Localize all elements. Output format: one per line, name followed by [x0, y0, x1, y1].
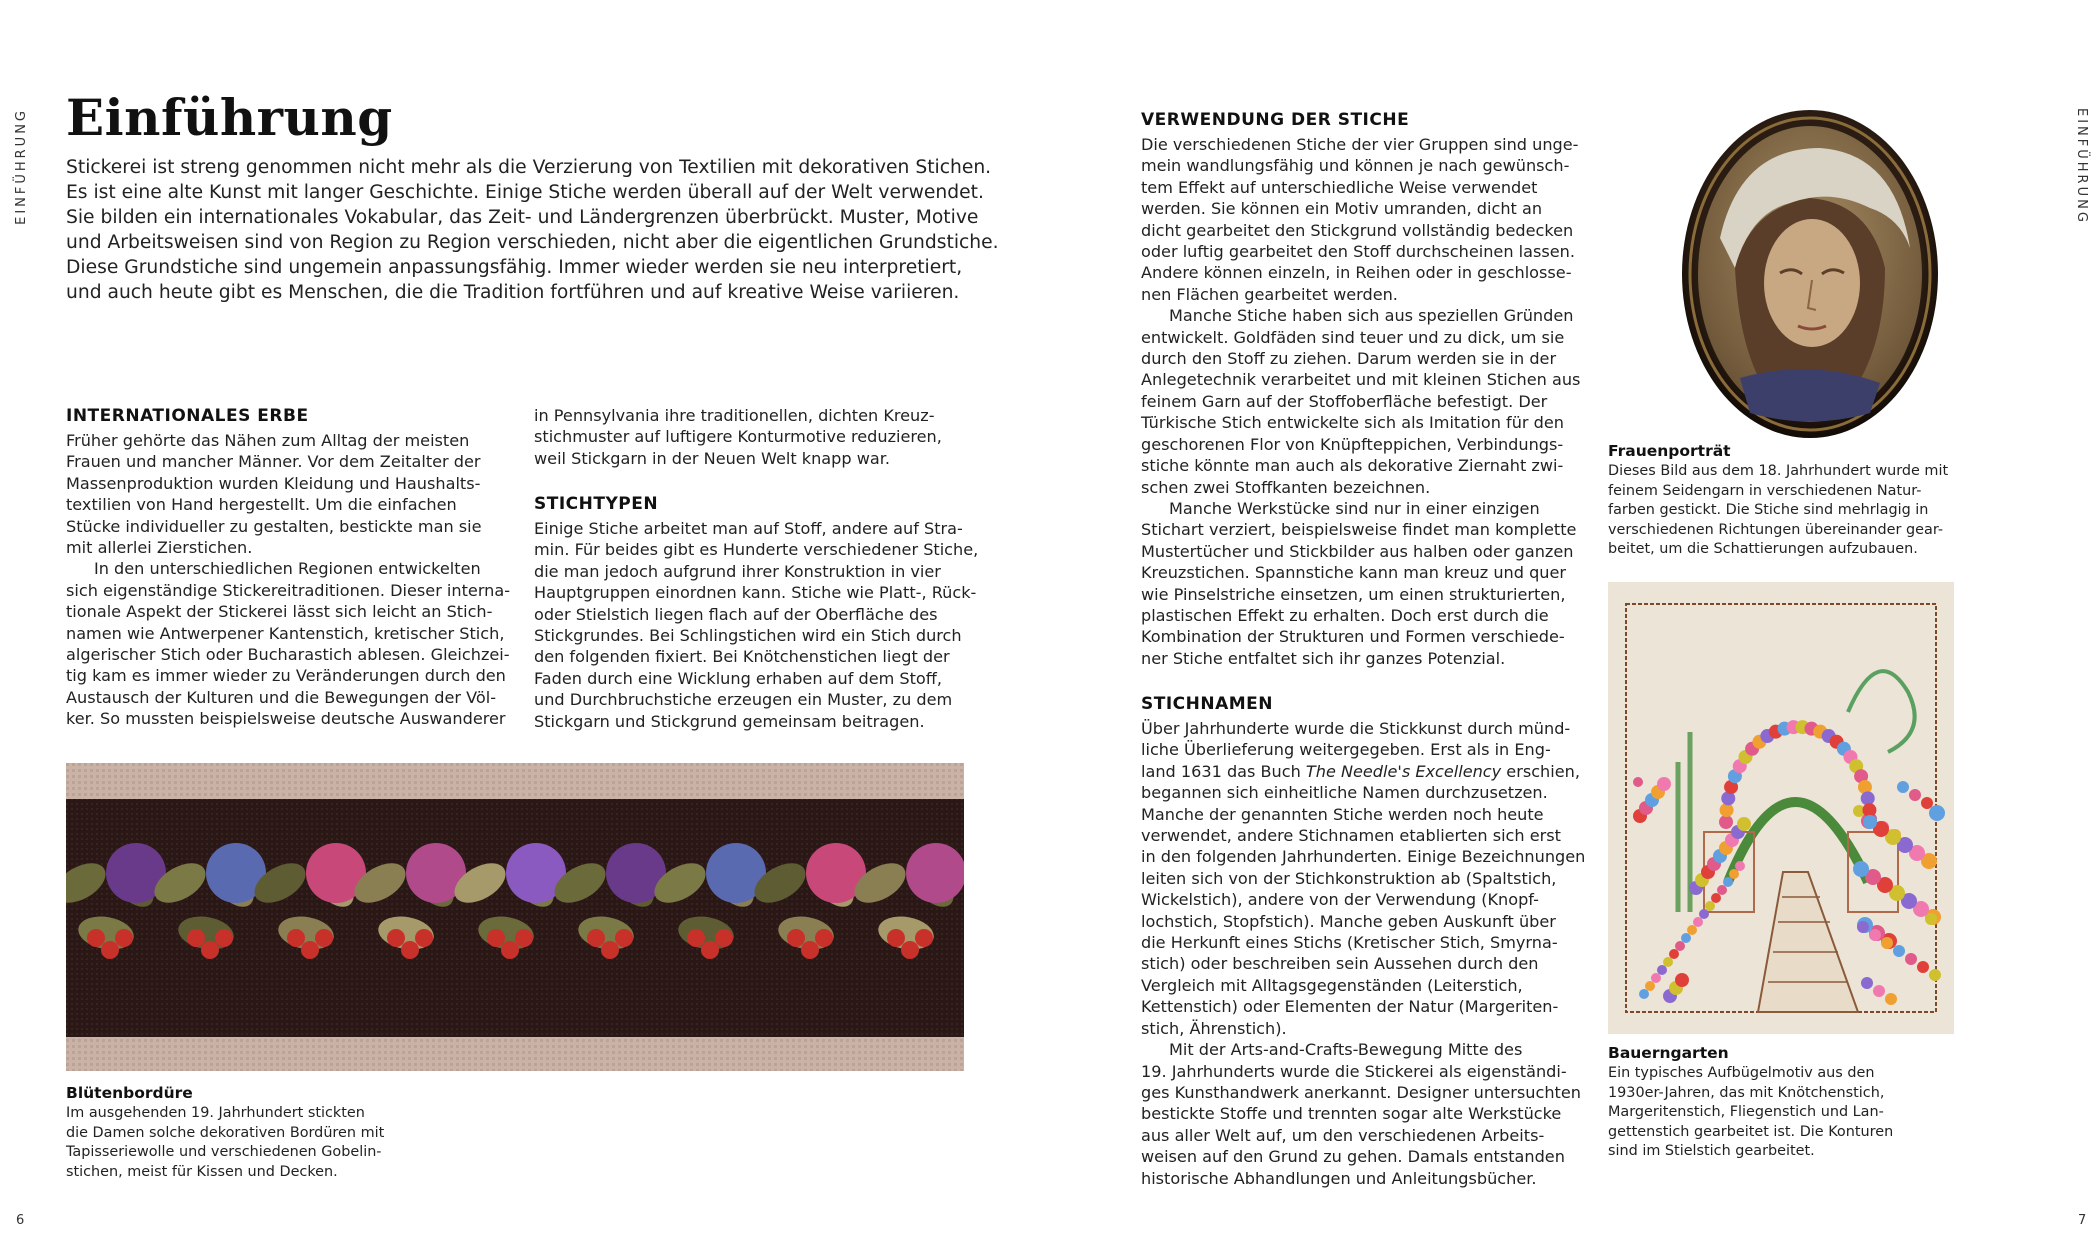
heading-stichnamen: STICHNAMEN — [1141, 694, 1274, 714]
text-line: verwendet, andere Stichnamen etablierten sich erst — [1141, 826, 1561, 846]
stitched-flower — [1645, 981, 1655, 991]
intro-line: und Arbeitsweisen sind von Region zu Region verschieden, nicht aber die eigentlichen Grundstiche. — [66, 232, 999, 253]
caption-line: gettenstich gearbeitet ist. Die Konturen — [1608, 1123, 1894, 1140]
intro-paragraph — [66, 155, 999, 305]
stitched-flower — [1705, 901, 1715, 911]
text-line: tig kam es immer wieder zu Veränderungen durch den — [66, 666, 506, 686]
caption-bluetenborduere — [66, 1104, 384, 1182]
stitched-flower — [1737, 817, 1751, 831]
stitched-flower — [1720, 803, 1734, 817]
stitched-flower — [1669, 949, 1679, 959]
caption-line: Tapisseriewolle und verschiedenen Gobelin- — [66, 1144, 382, 1160]
text-line: Andere können einzeln, in Reihen oder in geschlosse- — [1141, 263, 1572, 283]
text-line: schen zwei Stoffkanten bezeichnen. — [1141, 477, 1431, 497]
text-line: Die verschiedenen Stiche der vier Gruppen sind unge- — [1141, 135, 1579, 154]
text-line: begannen sich einheitliche Namen durchzusetzen. — [1141, 783, 1548, 803]
stitched-berry — [287, 929, 305, 947]
stitched-flower — [906, 843, 964, 903]
photo-frauenportraet — [1680, 108, 1940, 440]
text-line: Kettenstich) oder Elementen der Natur (Margeriten- — [1141, 997, 1559, 1017]
text-line: liche Überlieferung weitergegeben. Erst als in Eng- — [1141, 740, 1551, 760]
text-line: in den folgenden Jahrhunderten. Einige Bezeichnungen — [1141, 847, 1586, 867]
text-line: textilien von Hand hergestellt. Um die einfachen — [66, 495, 457, 515]
text-line: weil Stickgarn in der Neuen Welt knapp war. — [534, 448, 890, 468]
caption-line: stichen, meist für Kissen und Decken. — [66, 1163, 338, 1180]
text-line: aus aller Welt auf, um den verschiedenen Arbeits- — [1141, 1125, 1545, 1145]
text-line: Manche Werkstücke sind nur in einer einzigen — [1169, 498, 1540, 518]
intro-line: Diese Grundstiche sind ungemein anpassungsfähig. Immer wieder werden sie neu interpretiert, — [66, 257, 963, 278]
text-line: Stichart verziert, beispielsweise findet man komplette — [1141, 520, 1577, 540]
stitched-berry — [315, 929, 333, 947]
stitched-flower — [1925, 913, 1937, 925]
text-fragment: erschien, — [1501, 761, 1580, 781]
stitched-flower — [1917, 961, 1929, 973]
text-line: min. Für beides gibt es Hunderte verschiedener Stiche, — [534, 540, 979, 560]
stitched-berry — [515, 929, 533, 947]
caption-line: sind im Stielstich gearbeitet. — [1608, 1143, 1815, 1159]
stitched-flower — [1893, 945, 1905, 957]
text-line: den folgenden fixiert. Bei Knötchenstichen liegt der — [534, 647, 950, 667]
text-fragment: land 1631 das Buch — [1141, 761, 1306, 781]
text-line: in Pennsylvania ihre traditionellen, dichten Kreuz- — [534, 406, 935, 425]
stitched-flower — [1905, 953, 1917, 965]
text-line: namen wie Antwerpener Kantenstich, kretischer Stich, — [66, 623, 505, 643]
stitched-flower — [1717, 885, 1727, 895]
caption-line: Margeritenstich, Fliegenstich und Lan- — [1608, 1104, 1884, 1120]
text-line: Manche der genannten Stiche werden noch heute — [1141, 804, 1544, 824]
stitched-berry — [687, 929, 705, 947]
text-line: Stickgrundes. Bei Schlingstichen wird ein Stich durch — [534, 626, 962, 646]
text-line: weisen auf den Grund zu gehen. Damals entstanden — [1141, 1147, 1565, 1167]
caption-line: farben gestickt. Die Stiche sind mehrlagig in — [1608, 502, 1929, 518]
stitched-flower — [1853, 861, 1869, 877]
text-line: mein wandlungsfähig und können je nach gewünsch- — [1141, 156, 1570, 176]
stitched-flower — [1711, 893, 1721, 903]
intro-line: Es ist eine alte Kunst mit langer Geschichte. Einige Stiche werden überall auf der Welt verwendet. — [66, 182, 984, 203]
book-title: The Needle's Excellency — [1305, 761, 1502, 781]
stitched-flower — [1729, 869, 1739, 879]
text-line: Mit der Arts-and-Crafts-Bewegung Mitte des — [1169, 1040, 1523, 1060]
text-line: In den unterschiedlichen Regionen entwickelten — [94, 559, 481, 579]
stitched-flower — [1861, 791, 1875, 805]
caption-bauerngarten — [1608, 1064, 1893, 1162]
stitched-berry — [615, 929, 633, 947]
text-line: werden. Sie können ein Motiv umranden, dicht an — [1141, 199, 1543, 219]
running-head-right: EINFÜHRUNG — [2074, 108, 2089, 225]
photo-bluetenborduere — [66, 763, 964, 1071]
text-line: plastischen Effekt zu erhalten. Doch erst durch die — [1141, 605, 1549, 625]
stitched-flower — [1699, 909, 1709, 919]
text-line: ner Stiche entfaltet sich ihr ganzes Potenzial. — [1141, 648, 1506, 668]
text-line: Türkische Stich entwickelte sich als Imitation für den — [1141, 413, 1564, 433]
text-line: stiche könnte man auch als dekorative Ziernaht zwi- — [1141, 456, 1564, 476]
page-title: Einführung — [66, 88, 393, 147]
text-stichtypen — [534, 518, 978, 732]
stitched-berry — [701, 941, 719, 959]
stitched-flower — [1693, 917, 1703, 927]
text-line: Austausch der Kulturen und die Bewegungen der Völ- — [66, 687, 497, 707]
text-line: stichmuster auf luftigere Konturmotive reduzieren, — [534, 427, 942, 447]
text-line: sich eigenständige Stickereitraditionen. Dieser interna- — [66, 580, 511, 600]
caption-title-bauerngarten: Bauerngarten — [1608, 1044, 1729, 1062]
caption-line: 1930er-Jahren, das mit Knötchenstich, — [1608, 1084, 1885, 1101]
caption-line: Ein typisches Aufbügelmotiv aus den — [1608, 1065, 1875, 1081]
stitched-flower — [1857, 921, 1869, 933]
intro-line: Stickerei ist streng genommen nicht mehr als die Verzierung von Textilien mit dekorativen Stichen. — [66, 157, 992, 178]
stitched-flower — [1897, 781, 1909, 793]
heading-verwendung-der-stiche: VERWENDUNG DER STICHE — [1141, 110, 1410, 130]
text-line: Vergleich mit Alltagsgegenständen (Leiterstich, — [1141, 975, 1523, 995]
text-line: stich, Ährenstich). — [1141, 1018, 1287, 1038]
stitched-flower — [1651, 973, 1661, 983]
intro-line: Sie bilden ein internationales Vokabular, das Zeit- und Ländergrenzen überbrückt. Muster, Motive — [66, 207, 979, 228]
caption-title-bluetenborduere: Blütenbordüre — [66, 1084, 193, 1102]
stitched-berry — [215, 929, 233, 947]
stitched-flower — [1869, 929, 1881, 941]
text-line: leiten sich von der Stichkonstruktion ab (Spaltstich, — [1141, 868, 1557, 888]
stitched-flower — [1663, 957, 1673, 967]
text-line: Massenproduktion wurden Kleidung und Haushalts- — [66, 473, 481, 493]
stitched-berry — [87, 929, 105, 947]
stitched-berry — [501, 941, 519, 959]
heading-internationales-erbe: INTERNATIONALES ERBE — [66, 406, 309, 426]
stitched-berry — [787, 929, 805, 947]
stitched-berry — [587, 929, 605, 947]
stitched-flower — [1881, 937, 1893, 949]
stitched-flower — [1735, 861, 1745, 871]
text-line-with-book-title — [1141, 761, 1585, 782]
text-line: Anlegetechnik verarbeitet und mit kleinen Stichen aus — [1141, 370, 1581, 390]
stitched-berry — [801, 941, 819, 959]
text-line: feinem Garn auf der Stoffoberfläche befestigt. Der — [1141, 391, 1548, 411]
stitched-berry — [115, 929, 133, 947]
stitched-flower — [1633, 777, 1643, 787]
stitched-berry — [387, 929, 405, 947]
stitched-berry — [915, 929, 933, 947]
text-line: Mustertücher und Stickbilder aus halben oder ganzen — [1141, 541, 1574, 561]
text-internationales-erbe — [66, 430, 510, 730]
page-number-right: 7 — [2078, 1213, 2087, 1228]
caption-line: Dieses Bild aus dem 18. Jahrhundert wurde mit — [1608, 463, 1949, 479]
text-line: 19. Jahrhunderts wurde die Stickerei als eigenständi- — [1141, 1061, 1567, 1081]
text-line: Einige Stiche arbeitet man auf Stoff, andere auf Stra- — [534, 519, 963, 538]
stitched-berry — [887, 929, 905, 947]
stitched-flower — [1675, 973, 1689, 987]
text-stichnamen — [1141, 718, 1585, 1189]
stitched-flower — [1929, 805, 1945, 821]
text-line: Über Jahrhunderte wurde die Stickkunst durch münd- — [1141, 719, 1571, 738]
embroidered-border-illustration — [66, 763, 964, 1071]
stitched-berry — [201, 941, 219, 959]
text-line: Frauen und mancher Männer. Vor dem Zeitalter der — [66, 452, 481, 472]
text-line: Stücke individueller zu gestalten, bestickte man sie — [66, 516, 482, 536]
stitched-berry — [101, 941, 119, 959]
stitched-flower — [1657, 965, 1667, 975]
text-line: und Durchbruchstiche erzeugen ein Muster, zu dem — [534, 690, 953, 710]
text-line: tem Effekt auf unterschiedliche Weise verwendet — [1141, 177, 1538, 197]
text-line: die Herkunft eines Stichs (Kretischer Stich, Smyrna- — [1141, 933, 1558, 953]
oval-portrait-illustration — [1680, 108, 1940, 440]
text-line: Faden durch eine Wicklung erhaben auf dem Stoff, — [534, 668, 942, 688]
text-line: ges Kunsthandwerk anerkannt. Designer untersuchten — [1141, 1082, 1581, 1102]
stitched-flower — [1639, 989, 1649, 999]
stitched-berry — [415, 929, 433, 947]
stitched-berry — [715, 929, 733, 947]
text-line: geschorenen Flor von Knüpfteppichen, Verbindungs- — [1141, 434, 1564, 454]
stitched-flower — [1719, 815, 1733, 829]
caption-line: Im ausgehenden 19. Jahrhundert stickten — [66, 1105, 365, 1121]
text-line: Stickgarn und Stickgrund gemeinsam beitragen. — [534, 711, 925, 731]
stitched-flower — [1863, 815, 1877, 829]
caption-line: feinem Seidengarn in verschiedenen Natur- — [1608, 482, 1922, 499]
text-line: bestickte Stoffe und trennten sogar alte Werkstücke — [1141, 1104, 1562, 1124]
text-verwendung-der-stiche — [1141, 134, 1580, 669]
garden-embroidery-illustration — [1608, 582, 1954, 1034]
photo-bauerngarten — [1608, 582, 1954, 1034]
stitched-flower — [1657, 777, 1671, 791]
caption-line: verschiedenen Richtungen übereinander gear- — [1608, 521, 1944, 538]
text-erbe-continued — [534, 405, 942, 469]
text-line: Kombination der Strukturen und Formen verschiede- — [1141, 627, 1565, 647]
text-line: Kreuzstichen. Spannstiche kann man kreuz und quer — [1141, 563, 1567, 583]
stitched-berry — [301, 941, 319, 959]
text-line: algerischer Stich oder Bucharastich ablesen. Gleichzei- — [66, 645, 510, 665]
text-line: stich) oder beschreiben sein Aussehen durch den — [1141, 954, 1539, 974]
text-line: dicht gearbeitet den Stickgrund vollständig bedecken — [1141, 220, 1574, 240]
heading-stichtypen: STICHTYPEN — [534, 494, 659, 514]
text-line: Früher gehörte das Nähen zum Alltag der meisten — [66, 431, 470, 450]
stitched-flower — [1675, 941, 1685, 951]
text-line: durch den Stoff zu ziehen. Darum werden sie in der — [1141, 349, 1557, 369]
text-line: die man jedoch aufgrund ihrer Konstruktion in vier — [534, 561, 941, 581]
stitched-berry — [601, 941, 619, 959]
stitched-flower — [1909, 789, 1921, 801]
text-line: historische Abhandlungen und Anleitungsbücher. — [1141, 1168, 1537, 1188]
caption-frauenportraet — [1608, 462, 1948, 560]
caption-title-frauenportraet: Frauenporträt — [1608, 442, 1731, 460]
stitched-flower — [1921, 797, 1933, 809]
stitched-flower — [1681, 933, 1691, 943]
text-line: lochstich, Stopfstich). Manche geben Auskunft über — [1141, 911, 1556, 931]
stitched-berry — [401, 941, 419, 959]
text-line: mit allerlei Zierstichen. — [66, 538, 253, 558]
text-line: Hauptgruppen einordnen kann. Stiche wie Platt-, Rück- — [534, 583, 977, 603]
stitched-flower — [1861, 977, 1873, 989]
text-line: oder luftig gearbeitet den Stoff durchscheinen lassen. — [1141, 242, 1575, 262]
stitched-berry — [901, 941, 919, 959]
text-line: Manche Stiche haben sich aus speziellen Gründen — [1169, 306, 1574, 326]
running-head-left: EINFÜHRUNG — [14, 108, 29, 225]
text-line: ker. So mussten beispielsweise deutsche Auswanderer — [66, 709, 506, 729]
text-line: entwickelt. Goldfäden sind teuer und zu dick, um sie — [1141, 327, 1565, 347]
text-line: wie Pinselstriche einsetzen, um einen strukturierten, — [1141, 584, 1566, 604]
intro-line: und auch heute gibt es Menschen, die die Tradition fortführen und auf kreative Weise variieren. — [66, 282, 960, 303]
text-line: oder Stielstich liegen flach auf der Oberfläche des — [534, 604, 938, 624]
stitched-flower — [1687, 925, 1697, 935]
stitched-flower — [1862, 803, 1876, 817]
text-line: tionale Aspekt der Stickerei lässt sich leicht an Stich- — [66, 602, 493, 622]
caption-line: die Damen solche dekorativen Bordüren mit — [66, 1124, 385, 1141]
stitched-berry — [187, 929, 205, 947]
text-line: Wickelstich), andere von der Verwendung (Knopf- — [1141, 890, 1539, 910]
stitched-flower — [1929, 969, 1941, 981]
caption-line: beitet, um die Schattierungen aufzubauen. — [1608, 541, 1918, 557]
page-number-left: 6 — [16, 1213, 25, 1228]
text-line: nen Flächen gearbeitet werden. — [1141, 284, 1398, 304]
stitched-flower — [1723, 877, 1733, 887]
stitched-berry — [487, 929, 505, 947]
stitched-berry — [815, 929, 833, 947]
stitched-flower — [1873, 985, 1885, 997]
stitched-flower — [1885, 993, 1897, 1005]
